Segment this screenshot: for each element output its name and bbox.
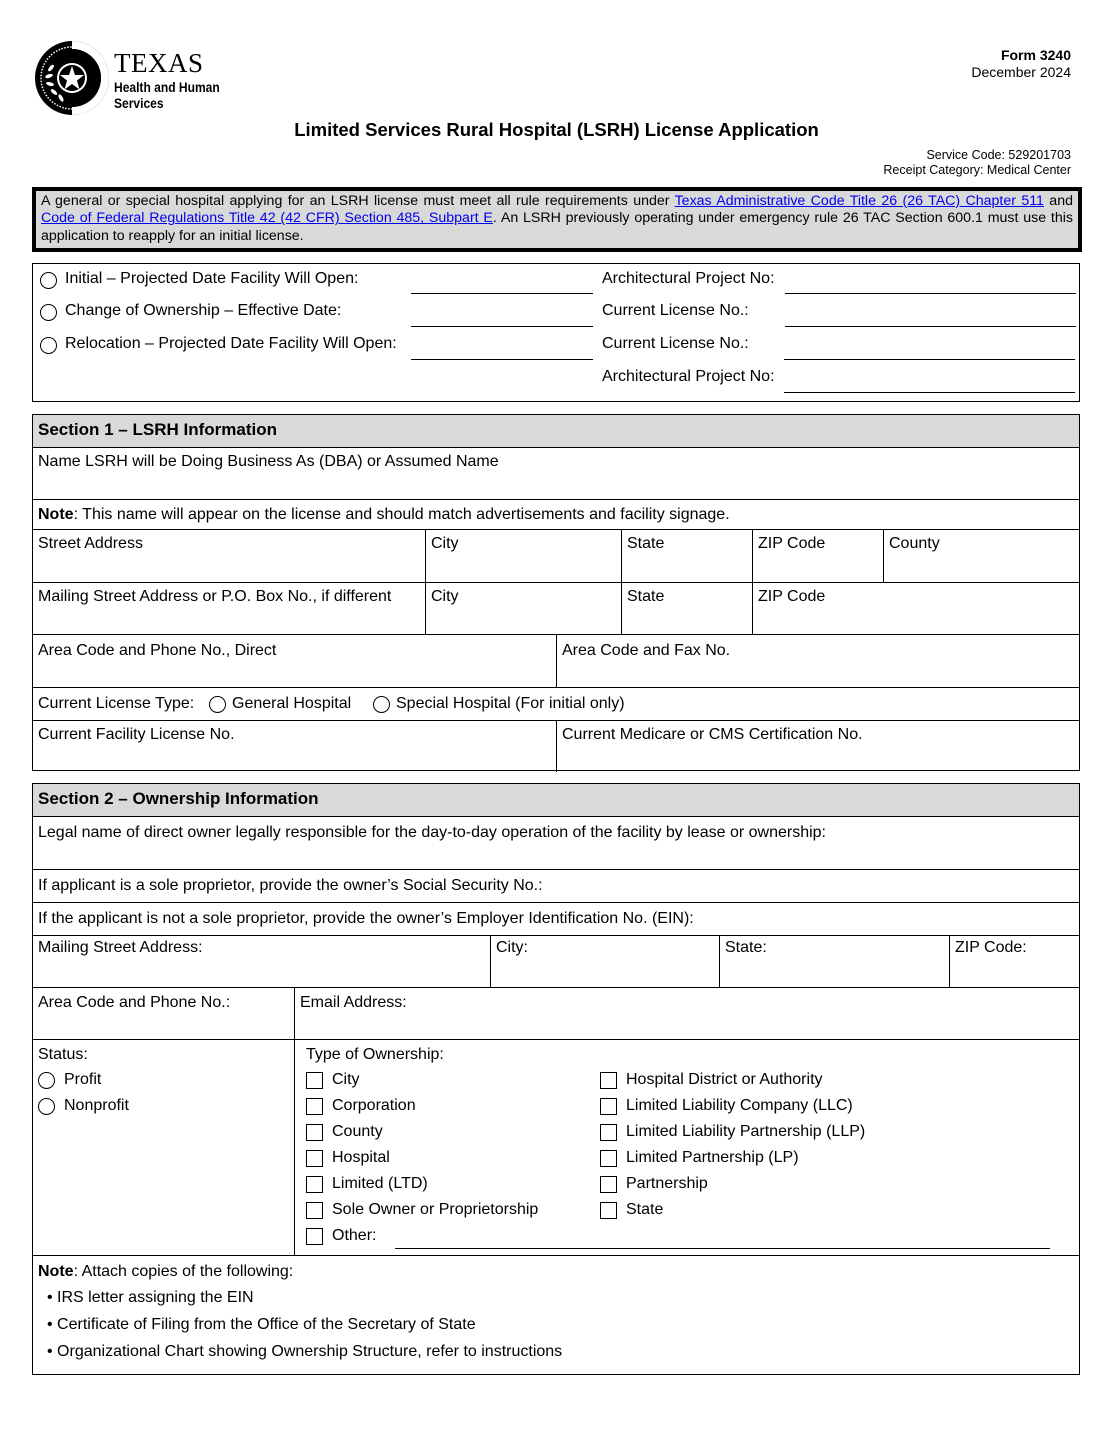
phone-fax-row bbox=[33, 635, 1079, 688]
dba-name-field[interactable]: Name LSRH will be Doing Business As (DBA) or Assumed Name bbox=[38, 453, 499, 470]
agency-name-texas: TEXAS bbox=[114, 48, 204, 78]
owner-phone-field[interactable]: Area Code and Phone No.: bbox=[33, 988, 295, 1039]
legal-name-field[interactable]: Legal name of direct owner legally responsible for the day-to-day operation of the facility by lease or ownership: bbox=[38, 824, 826, 841]
texas-hhs-seal-logo bbox=[34, 40, 110, 116]
page-title: Limited Services Rural Hospital (LSRH) License Application bbox=[294, 119, 819, 140]
dba-row bbox=[33, 448, 1079, 500]
architectural-project-label-1: Architectural Project No: bbox=[602, 270, 775, 287]
street-address-row bbox=[33, 530, 1079, 583]
mailing-zip-code-field[interactable]: ZIP Code bbox=[758, 588, 826, 605]
section-2-title: Section 2 – Ownership Information bbox=[33, 784, 1079, 817]
agency-wordmark bbox=[114, 50, 237, 111]
checkbox-corporation[interactable] bbox=[306, 1098, 323, 1115]
owner-email-field[interactable]: Email Address: bbox=[300, 994, 407, 1011]
service-code: Service Code: 529201703 bbox=[926, 148, 1071, 162]
mailing-city-field[interactable]: City bbox=[426, 583, 622, 634]
application-type-box: Initial – Projected Date Facility Will Open: Change of Ownership – Effective Date: Relocation – Projected Date Facility Will Open: Architectural Project No: Current License No.: Current License No.: Architectural Project No: bbox=[32, 263, 1080, 402]
other-ownership-field[interactable] bbox=[395, 1248, 1050, 1249]
state-field[interactable]: State bbox=[622, 530, 753, 582]
attachment-certificate-of-filing: • Certificate of Filing from the Office of the Secretary of State bbox=[47, 1316, 476, 1333]
current-license-label-1: Current License No.: bbox=[602, 302, 749, 319]
checkbox-sole-owner[interactable] bbox=[306, 1202, 323, 1219]
legal-name-row bbox=[33, 817, 1079, 870]
relocation-date-field[interactable] bbox=[411, 359, 593, 360]
change-of-ownership-date-field[interactable] bbox=[411, 326, 593, 327]
section-2-ownership-information bbox=[32, 783, 1080, 1375]
owner-city-field[interactable]: City: bbox=[491, 936, 720, 987]
attachment-org-chart: • Organizational Chart showing Ownership Structure, refer to instructions bbox=[47, 1343, 563, 1360]
current-license-no-field-2[interactable] bbox=[784, 359, 1075, 360]
city-field[interactable]: City bbox=[426, 530, 622, 582]
ssn-row bbox=[33, 870, 1079, 903]
current-license-label-2: Current License No.: bbox=[602, 335, 749, 352]
checkbox-hospital[interactable] bbox=[306, 1150, 323, 1167]
owner-state-field[interactable]: State: bbox=[720, 936, 950, 987]
status-ownership-row bbox=[33, 1040, 1079, 1256]
mailing-state-field[interactable]: State bbox=[622, 583, 753, 634]
form-date: December 2024 bbox=[971, 64, 1071, 80]
facility-license-no-field[interactable]: Current Facility License No. bbox=[33, 721, 557, 772]
initial-date-field[interactable] bbox=[411, 293, 593, 294]
checkbox-other[interactable] bbox=[306, 1228, 323, 1245]
dba-note: Note: This name will appear on the license and should match advertisements and facility signage. bbox=[38, 506, 730, 523]
checkbox-llc[interactable] bbox=[600, 1098, 617, 1115]
section-1-title: Section 1 – LSRH Information bbox=[33, 415, 1079, 448]
radio-nonprofit[interactable] bbox=[38, 1098, 55, 1115]
mailing-address-field[interactable]: Mailing Street Address or P.O. Box No., if different bbox=[33, 583, 426, 634]
agency-name-hhs: Health and Human Services bbox=[114, 79, 220, 111]
architectural-project-label-2: Architectural Project No: bbox=[602, 368, 775, 385]
county-field[interactable]: County bbox=[889, 535, 940, 552]
checkbox-lp[interactable] bbox=[600, 1150, 617, 1167]
ssn-field[interactable]: If applicant is a sole proprietor, provide the owner’s Social Security No.: bbox=[38, 877, 543, 894]
owner-zip-code-field[interactable]: ZIP Code: bbox=[955, 939, 1027, 956]
license-type-group: Current License Type: General Hospital Special Hospital (For initial only) bbox=[38, 695, 625, 712]
cfr-section-485-link[interactable]: Code of Federal Regulations Title 42 (42 CFR) Section 485, Subpart E bbox=[41, 210, 493, 227]
owner-mailing-address-field[interactable]: Mailing Street Address: bbox=[33, 936, 491, 987]
receipt-category: Receipt Category: Medical Center bbox=[883, 163, 1071, 177]
radio-change-of-ownership[interactable] bbox=[40, 304, 57, 321]
status-group: Status: Profit Nonprofit bbox=[33, 1040, 295, 1255]
checkbox-limited[interactable] bbox=[306, 1176, 323, 1193]
checkbox-city[interactable] bbox=[306, 1072, 323, 1089]
architectural-project-no-field-2[interactable] bbox=[784, 392, 1075, 393]
ein-row bbox=[33, 903, 1079, 936]
checkbox-state[interactable] bbox=[600, 1202, 617, 1219]
architectural-project-no-field-1[interactable] bbox=[785, 293, 1076, 294]
attachments-note-row bbox=[33, 1256, 1079, 1374]
street-address-field[interactable]: Street Address bbox=[33, 530, 426, 582]
section-1-lsrh-information bbox=[32, 414, 1080, 771]
radio-relocation[interactable] bbox=[40, 337, 57, 354]
radio-initial[interactable] bbox=[40, 272, 57, 289]
mailing-address-row bbox=[33, 583, 1079, 635]
license-type-row bbox=[33, 688, 1079, 721]
checkbox-hospital-district[interactable] bbox=[600, 1072, 617, 1089]
radio-general-hospital[interactable] bbox=[209, 696, 226, 713]
dba-note-row bbox=[33, 500, 1079, 530]
intro-notice: A general or special hospital applying for an LSRH license must meet all rule requirements under Texas Administrative Code Title 26 (26 TAC) Chapter 511 and Code of Federal Regulations Title 42 (42 CFR) Section 485, Subpart E. An LSRH previously operating under emergency rule 26 TAC Section 600.1 must use this application to reapply for an initial license. bbox=[32, 187, 1082, 252]
radio-profit[interactable] bbox=[38, 1072, 55, 1089]
checkbox-partnership[interactable] bbox=[600, 1176, 617, 1193]
fax-field[interactable]: Area Code and Fax No. bbox=[562, 642, 731, 659]
checkbox-llp[interactable] bbox=[600, 1124, 617, 1141]
tac-chapter-511-link[interactable]: Texas Administrative Code Title 26 (26 TAC) Chapter 511 bbox=[674, 193, 1044, 209]
ein-field[interactable]: If the applicant is not a sole proprietor, provide the owner’s Employer Identification No. (EIN): bbox=[38, 910, 694, 927]
owner-mailing-row bbox=[33, 936, 1079, 988]
form-identifier bbox=[971, 47, 1071, 81]
zip-code-field[interactable]: ZIP Code bbox=[753, 530, 884, 582]
phone-direct-field[interactable]: Area Code and Phone No., Direct bbox=[33, 635, 557, 687]
attachments-note: Note: Attach copies of the following: • IRS letter assigning the EIN • Certificate of Filing from the Office of the Secretary of State • Organizational Chart showing Ownership Structure, refer to instructions bbox=[38, 1263, 563, 1360]
current-license-no-field-1[interactable] bbox=[785, 326, 1076, 327]
medicare-cms-no-field[interactable]: Current Medicare or CMS Certification No. bbox=[562, 726, 863, 743]
checkbox-county[interactable] bbox=[306, 1124, 323, 1141]
attachment-irs-letter: • IRS letter assigning the EIN bbox=[47, 1289, 254, 1306]
form-number: Form 3240 bbox=[1000, 47, 1071, 63]
owner-contact-row bbox=[33, 988, 1079, 1040]
ownership-type-group: Type of Ownership: City Corporation County Hospital Limited (LTD) Sole Owner or Proprietorship Other: Hospital District or Authority Limited Liability Company (LLC) Limited Liability Partnership (LLP) Limited Partnership (LP) Partnership State bbox=[295, 1040, 1079, 1255]
service-info bbox=[883, 148, 1071, 178]
license-numbers-row bbox=[33, 721, 1079, 772]
radio-special-hospital[interactable] bbox=[373, 696, 390, 713]
